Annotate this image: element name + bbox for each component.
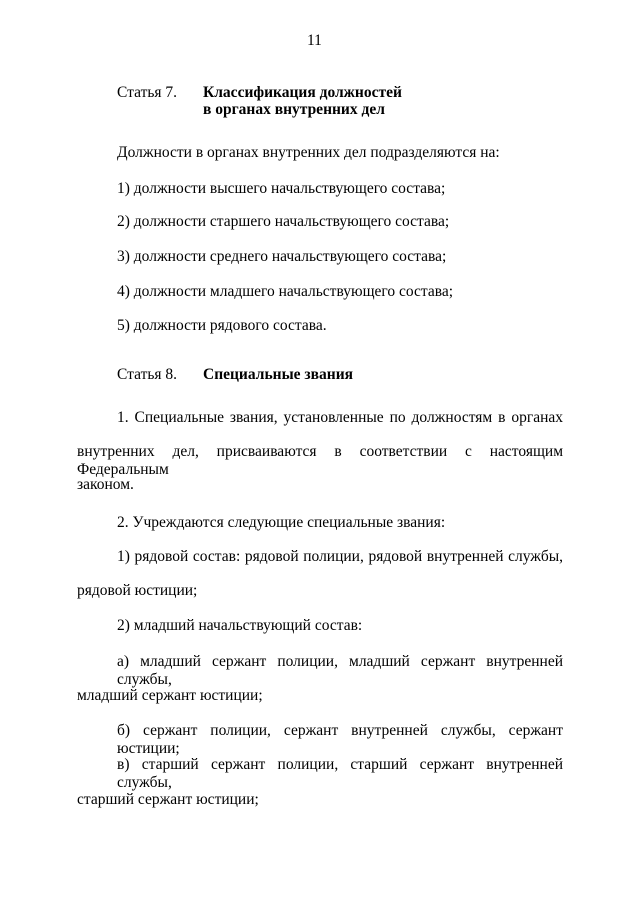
article-8-paragraph-2: 2. Учреждаются следующие специальные звания: [117,514,446,531]
rank-a-line-2: младший сержант юстиции; [77,687,263,704]
article-7-item-1: 1) должности высшего начальствующего состава; [117,180,446,197]
page-number: 11 [307,32,322,49]
article-7-item-5: 5) должности рядового состава. [117,317,327,334]
article-8-paragraph-1-line-3: законом. [77,476,134,493]
article-8-label: Статья 8. [117,366,178,383]
article-7-item-4: 4) должности младшего начальствующего состава; [117,283,454,300]
article-7-label: Статья 7. [117,84,178,101]
rank-rank-and-file-line-2: рядовой юстиции; [77,582,198,599]
article-7-item-2: 2) должности старшего начальствующего состава; [117,213,450,230]
article-8-title: Специальные звания [203,366,354,383]
rank-b-line-1: б) сержант полиции, сержант внутренней службы, сержант юстиции; [117,722,563,757]
rank-v-line-1: в) старший сержант полиции, старший сержант внутренней службы, [117,756,563,791]
article-7-item-3: 3) должности среднего начальствующего состава; [117,248,447,265]
article-7-title-line-1: Классификация должностей [203,84,402,101]
rank-rank-and-file-line-1: 1) рядовой состав: рядовой полиции, рядовой внутренней службы, [117,548,563,565]
rank-v-line-2: старший сержант юстиции; [77,791,259,808]
article-7-title-line-2: в органах внутренних дел [203,101,385,118]
article-8-paragraph-1-line-2: внутренних дел, присваиваются в соответствии с настоящим Федеральным [77,443,563,478]
article-7-intro: Должности в органах внутренних дел подразделяются на: [117,144,500,161]
rank-junior-command: 2) младший начальствующий состав: [117,617,363,634]
rank-a-line-1: а) младший сержант полиции, младший сержант внутренней службы, [117,653,563,688]
article-8-paragraph-1-line-1: 1. Специальные звания, установленные по должностям в органах [117,409,563,426]
